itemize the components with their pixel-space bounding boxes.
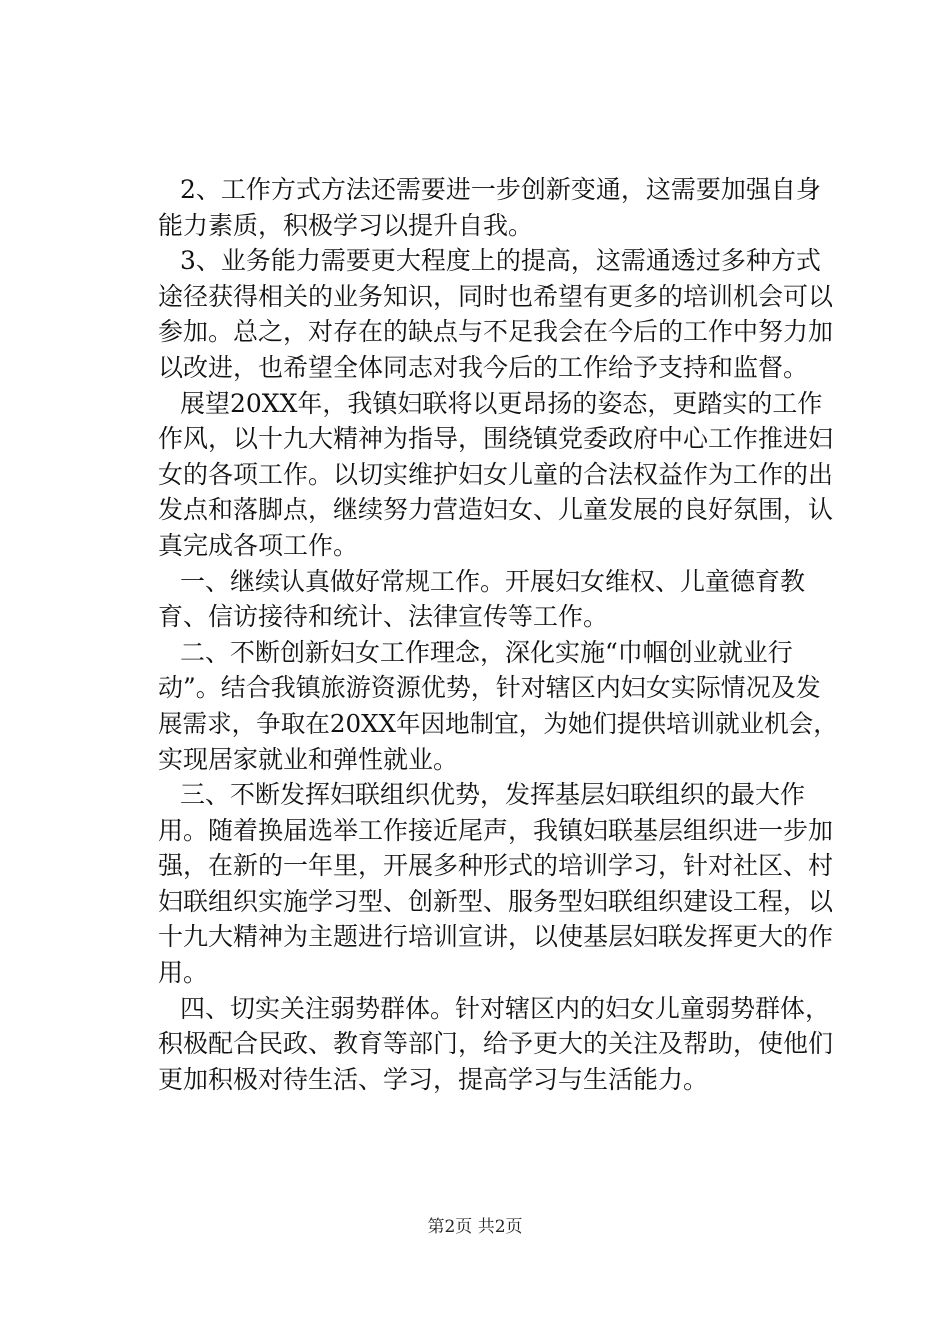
text-line: 以改进，也希望全体同志对我今后的工作给予支持和监督。 — [158, 352, 809, 382]
text-line: 实现居家就业和弹性就业。 — [158, 744, 459, 774]
text-line: 积极配合民政、教育等部门，给予更大的关注及帮助，使他们 — [158, 1029, 834, 1059]
text-line: 2、工作方式方法还需要进一步创新变通，这需要加强自身 — [180, 175, 821, 204]
text-line: 四、切实关注弱势群体。针对辖区内的妇女儿童弱势群体， — [180, 993, 831, 1023]
page-footer: 第2页 共2页 — [427, 1217, 523, 1237]
text-line: 能力素质，积极学习以提升自我。 — [158, 210, 534, 240]
text-line: 用。 — [158, 958, 209, 988]
text-line: 展需求，争取在20XX年因地制宜，为她们提供培训就业机会， — [158, 708, 838, 738]
text-line: 展望20XX年，我镇妇联将以更昂扬的姿态，更踏实的工作 — [180, 388, 823, 418]
text-line: 二、不断创新妇女工作理念，深化实施“巾帼创业就业行 — [180, 637, 793, 667]
text-line: 3、业务能力需要更大程度上的提高，这需通透过多种方式 — [180, 246, 821, 276]
text-line: 更加积极对待生活、学习，提高学习与生活能力。 — [158, 1064, 709, 1094]
text-line: 三、不断发挥妇联组织优势，发挥基层妇联组织的最大作 — [180, 780, 806, 810]
text-line: 动”。结合我镇旅游资源优势，针对辖区内妇女实际情况及发 — [158, 673, 821, 703]
text-line: 作风，以十九大精神为指导，围绕镇党委政府中心工作推进妇 — [158, 424, 834, 454]
text-line: 真完成各项工作。 — [158, 530, 359, 560]
text-line: 一、继续认真做好常规工作。开展妇女维权、儿童德育教 — [180, 566, 806, 596]
text-line: 妇联组织实施学习型、创新型、服务型妇联组织建设工程，以 — [158, 886, 834, 916]
text-line: 发点和落脚点，继续努力营造妇女、儿童发展的良好氛围，认 — [158, 495, 834, 525]
text-line: 用。随着换届选举工作接近尾声，我镇妇联基层组织进一步加 — [158, 815, 834, 845]
document-body — [158, 172, 838, 1097]
text-line: 强，在新的一年里，开展多种形式的培训学习，针对社区、村 — [158, 851, 834, 881]
text-line: 参加。总之，对存在的缺点与不足我会在今后的工作中努力加 — [158, 317, 834, 347]
text-line: 十九大精神为主题进行培训宣讲，以使基层妇联发挥更大的作 — [158, 922, 834, 952]
text-line: 育、信访接待和统计、法律宣传等工作。 — [158, 602, 609, 632]
text-line: 女的各项工作。以切实维护妇女儿童的合法权益作为工作的出 — [158, 459, 834, 489]
text-line: 途径获得相关的业务知识，同时也希望有更多的培训机会可以 — [158, 281, 834, 311]
